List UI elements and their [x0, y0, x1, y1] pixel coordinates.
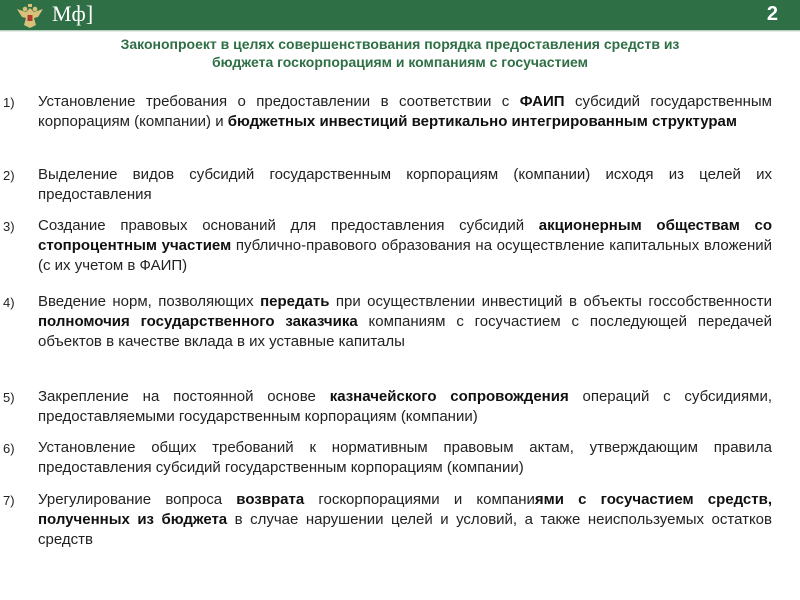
emphasized-text: акционерным обществам со стопроцентным участием — [38, 217, 772, 254]
text-run: Урегулирование вопроса — [38, 491, 237, 508]
slide-title-line-1: Законопроект в целях совершенствования порядка предоставления средств из — [120, 36, 680, 52]
text-run: субсидий государственным корпорациям (компании) и — [38, 93, 772, 130]
list-item-number: 1) — [3, 95, 15, 110]
slide-title-line-2: бюджета госкорпорациям и компаниям с госучастием — [211, 54, 589, 70]
emphasized-text: ями с госучастием средств, полученных из бюджета — [38, 491, 772, 528]
emphasized-text: передать — [260, 293, 330, 310]
emphasized-text: возврата — [236, 491, 305, 508]
list-item-text — [38, 92, 772, 132]
text-run: в случае нарушении целей и условий, а также неиспользуемых остатков средств — [38, 511, 772, 548]
list-item-number: 4) — [3, 295, 15, 310]
emphasized-text: казначейского сопровождения — [329, 388, 569, 405]
list-item-text — [38, 438, 772, 478]
list-item-number: 6) — [3, 441, 15, 456]
list-item-text — [38, 387, 772, 427]
text-run: при осуществлении инвестиций в объекты госсобственности — [329, 293, 772, 310]
ministry-logo-text: Мф] — [52, 1, 94, 26]
list-item-text — [38, 216, 772, 276]
text-run: Введение норм, позволяющих — [38, 293, 261, 310]
list-item-number: 7) — [3, 493, 15, 508]
emphasized-text: бюджетных инвестиций вертикально интегрированным структурам — [227, 113, 737, 130]
list-item-number: 3) — [3, 219, 15, 234]
list-item-text — [38, 165, 772, 205]
text-run: операций с субсидиями, предоставляемыми государственным корпорациям (компании) — [38, 388, 772, 425]
list-item-number: 2) — [3, 168, 15, 183]
text-run: Закрепление на постоянной основе — [38, 388, 330, 405]
text-run: Установление общих требований к нормативным правовым актам, утверждающим правила предоставления субсидий государственным корпорациям (компании) — [38, 439, 772, 476]
emphasized-text: полномочия государственного заказчика — [38, 313, 358, 330]
list-item-number: 5) — [3, 390, 15, 405]
page-number: 2 — [766, 3, 778, 25]
text-run: Установление требования о предоставлении в соответствии с — [38, 93, 520, 110]
list-item-text — [38, 490, 772, 550]
emphasized-text: ФАИП — [519, 93, 565, 110]
text-run: Выделение видов субсидий государственным корпорациям (компании) исходя из целей их предоставления — [38, 166, 772, 203]
text-run: Создание правовых оснований для предоставления субсидий — [38, 217, 539, 234]
list-item-text — [38, 292, 772, 352]
text-run: компаниям с госучастием с последующей передачей объектов в качестве вклада в их уставные капиталы — [38, 313, 772, 350]
text-run: госкорпорациями и компани — [304, 491, 535, 508]
text-run: публично-правового образования на осуществление капитальных вложений (с их учетом в ФАИП) — [38, 237, 772, 274]
